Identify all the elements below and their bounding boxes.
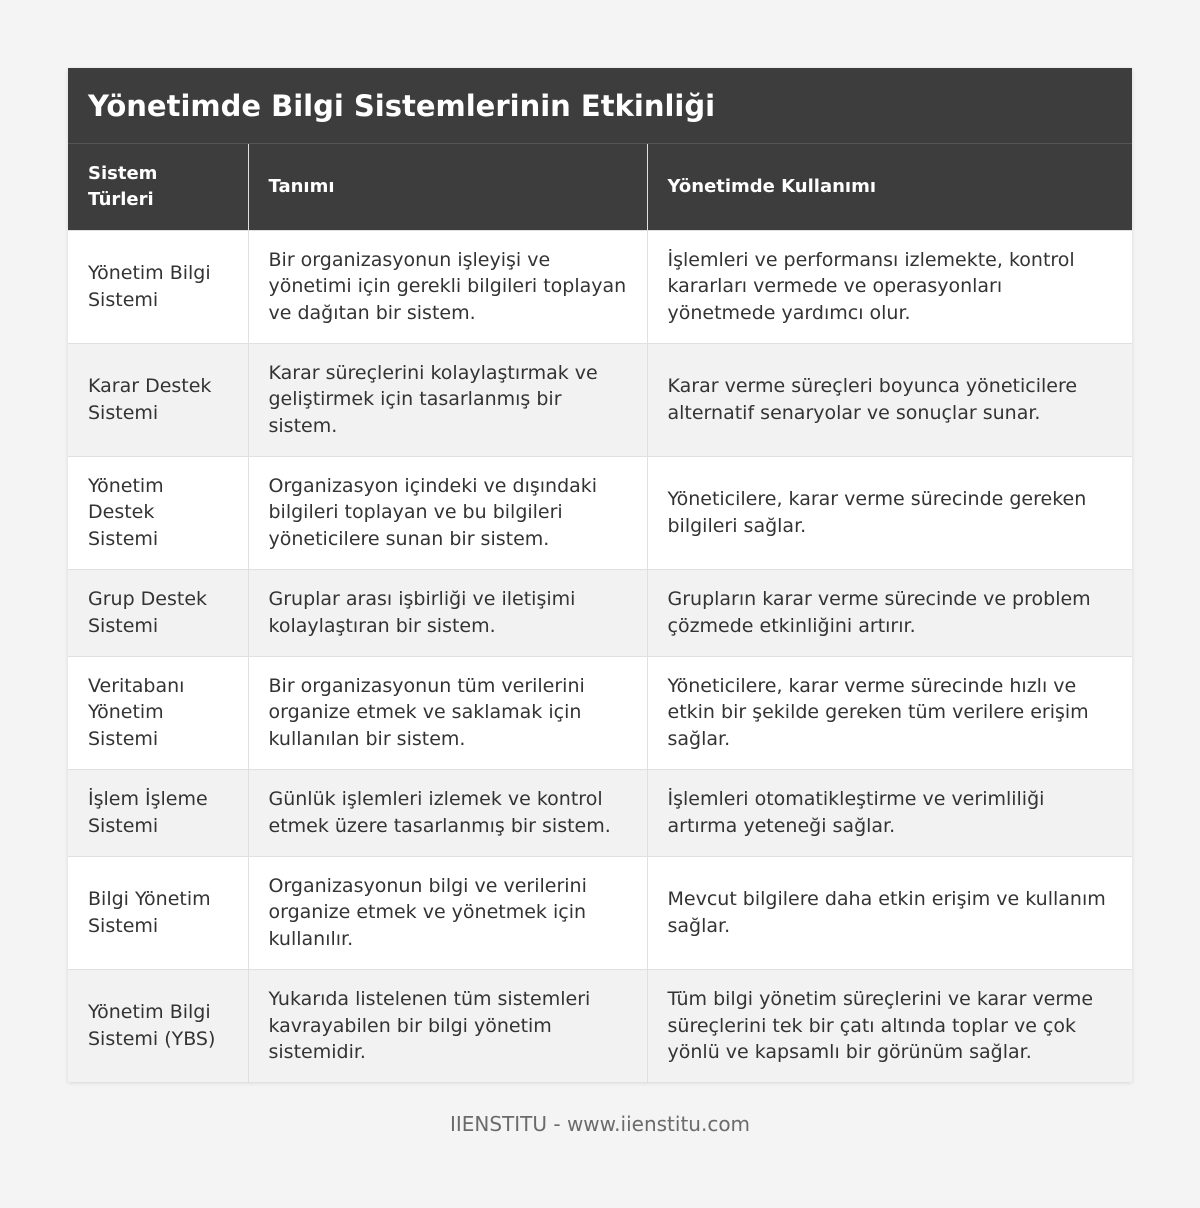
cell-definition: Karar süreçlerini kolaylaştırmak ve geliştirmek için tasarlanmış bir sistem.	[248, 343, 647, 456]
cell-definition: Bir organizasyonun tüm verilerini organize etmek ve saklamak için kullanılan bir sistem.	[248, 656, 647, 769]
cell-usage: İşlemleri otomatikleştirme ve verimliliği artırma yeteneği sağlar.	[647, 769, 1132, 856]
cell-definition: Günlük işlemleri izlemek ve kontrol etmek üzere tasarlanmış bir sistem.	[248, 769, 647, 856]
cell-system-type: Karar Destek Sistemi	[68, 343, 248, 456]
systems-table	[68, 144, 1132, 1082]
cell-definition: Organizasyonun bilgi ve verilerini organize etmek ve yönetmek için kullanılır.	[248, 856, 647, 969]
cell-system-type: Yönetim Bilgi Sistemi	[68, 230, 248, 343]
header-system-types: Sistem Türleri	[68, 144, 248, 230]
footer-credit: IIENSTITU - www.iienstitu.com	[449, 1112, 751, 1136]
table-row	[68, 230, 1132, 343]
cell-usage: İşlemleri ve performansı izlemekte, kontrol kararları vermede ve operasyonları yönetmede yardımcı olur.	[647, 230, 1132, 343]
page-title: Yönetimde Bilgi Sistemlerinin Etkinliği	[88, 88, 716, 123]
table-row	[68, 769, 1132, 856]
table-header-row	[68, 144, 1132, 230]
table-row	[68, 969, 1132, 1082]
cell-definition: Yukarıda listelenen tüm sistemleri kavrayabilen bir bilgi yönetim sistemidir.	[248, 969, 647, 1082]
table-row	[68, 569, 1132, 656]
cell-definition: Gruplar arası işbirliği ve iletişimi kolaylaştıran bir sistem.	[248, 569, 647, 656]
cell-usage: Yöneticilere, karar verme sürecinde hızlı ve etkin bir şekilde gereken tüm verilere erişim sağlar.	[647, 656, 1132, 769]
header-usage: Yönetimde Kullanımı	[647, 144, 1132, 230]
cell-usage: Karar verme süreçleri boyunca yöneticilere alternatif senaryolar ve sonuçlar sunar.	[647, 343, 1132, 456]
table-row	[68, 856, 1132, 969]
cell-system-type: Yönetim Destek Sistemi	[68, 456, 248, 569]
cell-system-type: Grup Destek Sistemi	[68, 569, 248, 656]
cell-usage: Mevcut bilgilere daha etkin erişim ve kullanım sağlar.	[647, 856, 1132, 969]
header-definition: Tanımı	[248, 144, 647, 230]
table-row	[68, 343, 1132, 456]
table-row	[68, 456, 1132, 569]
cell-usage: Grupların karar verme sürecinde ve problem çözmede etkinliğini artırır.	[647, 569, 1132, 656]
cell-system-type: Bilgi Yönetim Sistemi	[68, 856, 248, 969]
cell-definition: Bir organizasyonun işleyişi ve yönetimi için gerekli bilgileri toplayan ve dağıtan bir sistem.	[248, 230, 647, 343]
cell-system-type: İşlem İşleme Sistemi	[68, 769, 248, 856]
table-card	[68, 68, 1132, 1082]
cell-system-type: Veritabanı Yönetim Sistemi	[68, 656, 248, 769]
cell-usage: Tüm bilgi yönetim süreçlerini ve karar verme süreçlerini tek bir çatı altında toplar ve çok yönlü ve kapsamlı bir görünüm sağlar.	[647, 969, 1132, 1082]
title-bar	[68, 68, 1132, 144]
cell-usage: Yöneticilere, karar verme sürecinde gereken bilgileri sağlar.	[647, 456, 1132, 569]
table-row	[68, 656, 1132, 769]
cell-system-type: Yönetim Bilgi Sistemi (YBS)	[68, 969, 248, 1082]
cell-definition: Organizasyon içindeki ve dışındaki bilgileri toplayan ve bu bilgileri yöneticilere sunan bir sistem.	[248, 456, 647, 569]
